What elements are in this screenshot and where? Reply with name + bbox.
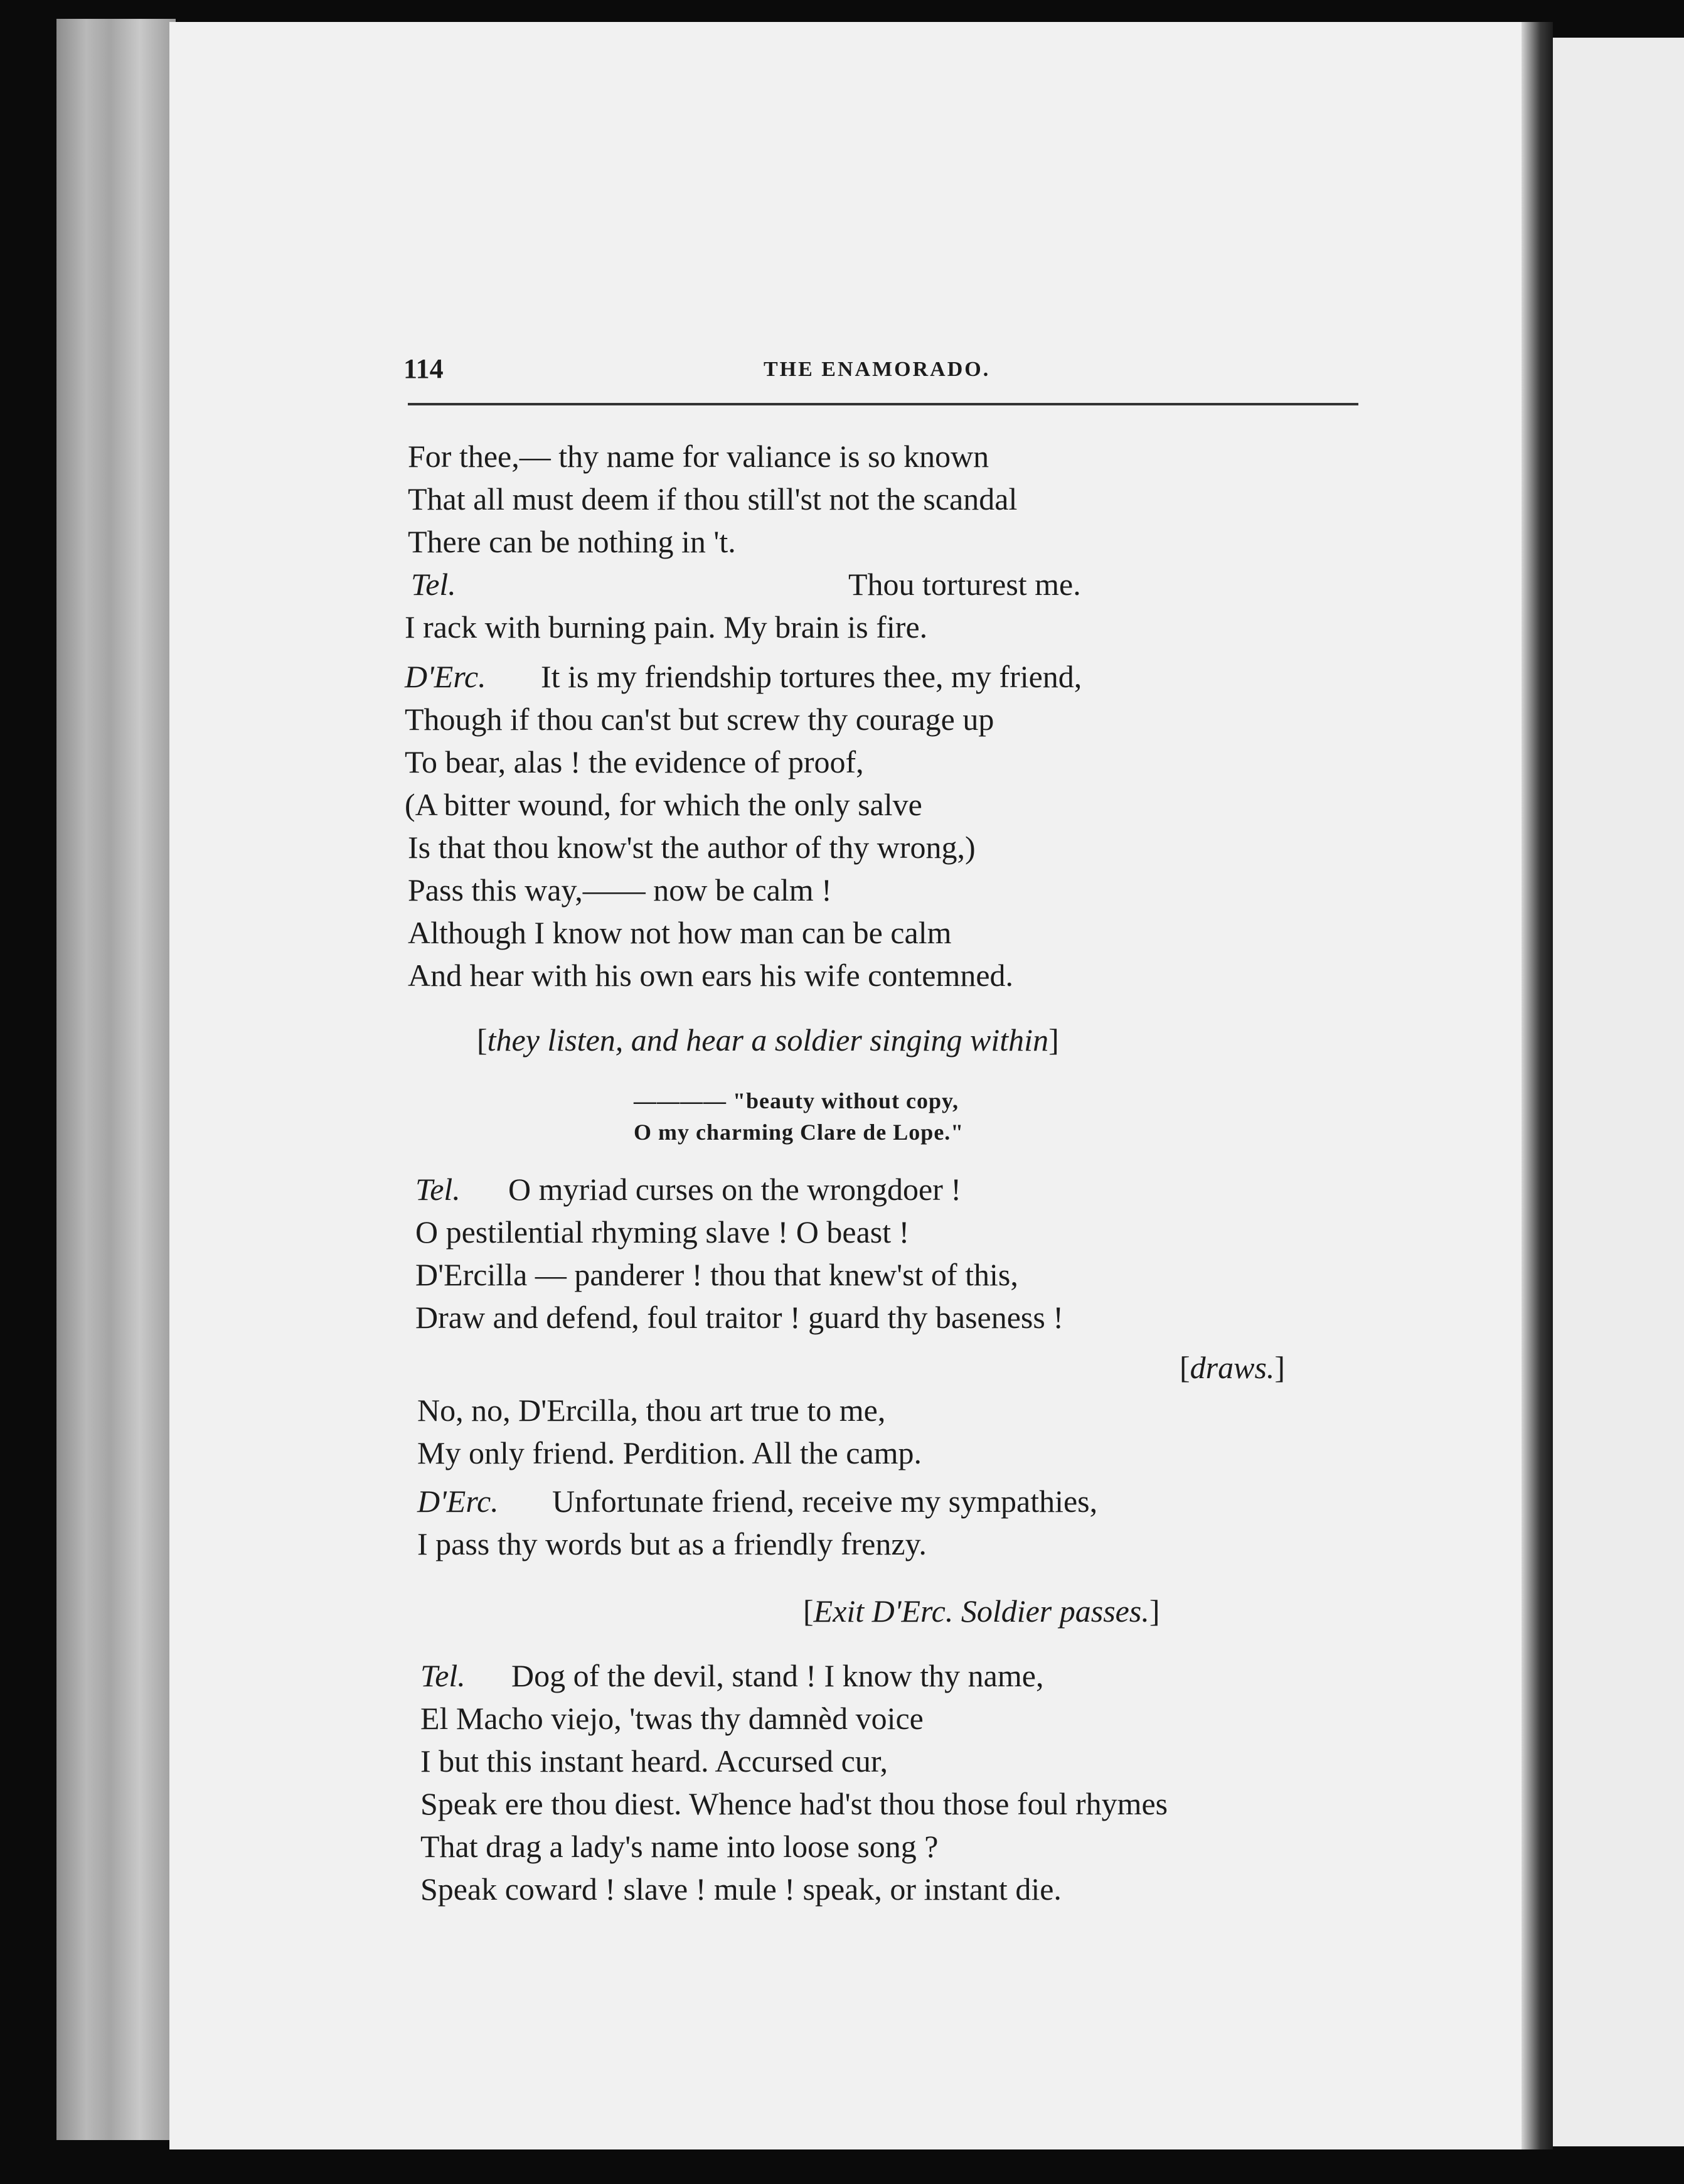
verse-line: And hear with his own ears his wife contemned.: [408, 958, 1014, 993]
verse-line: That all must deem if thou still'st not the scandal: [408, 481, 1018, 517]
header-rule: [408, 403, 1358, 405]
stage-direction-text: Exit D'Erc. Soldier passes.: [813, 1593, 1149, 1629]
stage-direction-text: draws.: [1190, 1350, 1275, 1385]
verse-line: It is my friendship tortures thee, my friend,: [541, 659, 1082, 694]
stage-direction-text: they listen, and hear a soldier singing within: [487, 1022, 1049, 1057]
verse-line: To bear, alas ! the evidence of proof,: [405, 744, 864, 779]
speaker-label: D'Erc.: [417, 1484, 499, 1519]
verse-line: I but this instant heard. Accursed cur,: [420, 1743, 888, 1779]
verse-line: Speak ere thou diest. Whence had'st thou those foul rhymes: [420, 1786, 1168, 1821]
speaker-label: D'Erc.: [405, 659, 486, 694]
song-line: ———— "beauty without copy,: [634, 1088, 959, 1113]
stage-direction: [they listen, and hear a soldier singing within]: [477, 1022, 1059, 1057]
song-line: O my charming Clare de Lope.": [634, 1120, 964, 1145]
verse-line: (A bitter wound, for which the only salve: [405, 787, 922, 822]
verse-line: D'Ercilla — panderer ! thou that knew'st of this,: [415, 1257, 1018, 1292]
verse-line: Speak coward ! slave ! mule ! speak, or instant die.: [420, 1871, 1062, 1907]
verse-line: Draw and defend, foul traitor ! guard thy baseness !: [415, 1300, 1063, 1335]
verse-line: No, no, D'Ercilla, thou art true to me,: [417, 1393, 886, 1428]
verse-line: Thou torturest me.: [848, 567, 1081, 602]
verse-line: Pass this way,—— now be calm !: [408, 872, 832, 907]
page-number: 114: [403, 353, 444, 384]
verse-line: I pass thy words but as a friendly frenzy.: [417, 1526, 927, 1561]
verse-line: O pestilential rhyming slave ! O beast !: [415, 1214, 910, 1250]
verse-line: Unfortunate friend, receive my sympathies,: [552, 1484, 1098, 1519]
verse-line: El Macho viejo, 'twas thy damnèd voice: [420, 1701, 924, 1736]
gutter-shadow: [1521, 22, 1553, 2149]
speaker-label: Tel.: [411, 567, 456, 602]
running-title: THE ENAMORADO.: [764, 358, 991, 381]
verse-line: Although I know not how man can be calm: [408, 915, 952, 950]
adjacent-page: [1547, 38, 1684, 2146]
speaker-label: Tel.: [415, 1172, 461, 1207]
verse-line: Is that thou know'st the author of thy wrong,): [408, 830, 976, 865]
verse-line: My only friend. Perdition. All the camp.: [417, 1435, 922, 1470]
speaker-label: Tel.: [420, 1658, 466, 1693]
verse-line: I rack with burning pain. My brain is fire.: [405, 609, 928, 645]
verse-line: O myriad curses on the wrongdoer !: [508, 1172, 962, 1207]
verse-line: Dog of the devil, stand ! I know thy name,: [511, 1658, 1044, 1693]
verse-line: That drag a lady's name into loose song ?: [420, 1829, 939, 1864]
book-page-edges: [56, 19, 176, 2140]
stage-direction: [Exit D'Erc. Soldier passes.]: [803, 1593, 1160, 1629]
stage-direction: [draws.]: [1180, 1350, 1286, 1385]
verse-line: Though if thou can'st but screw thy courage up: [405, 702, 994, 737]
verse-line: For thee,— thy name for valiance is so known: [408, 439, 989, 474]
verse-line: There can be nothing in 't.: [408, 524, 736, 559]
